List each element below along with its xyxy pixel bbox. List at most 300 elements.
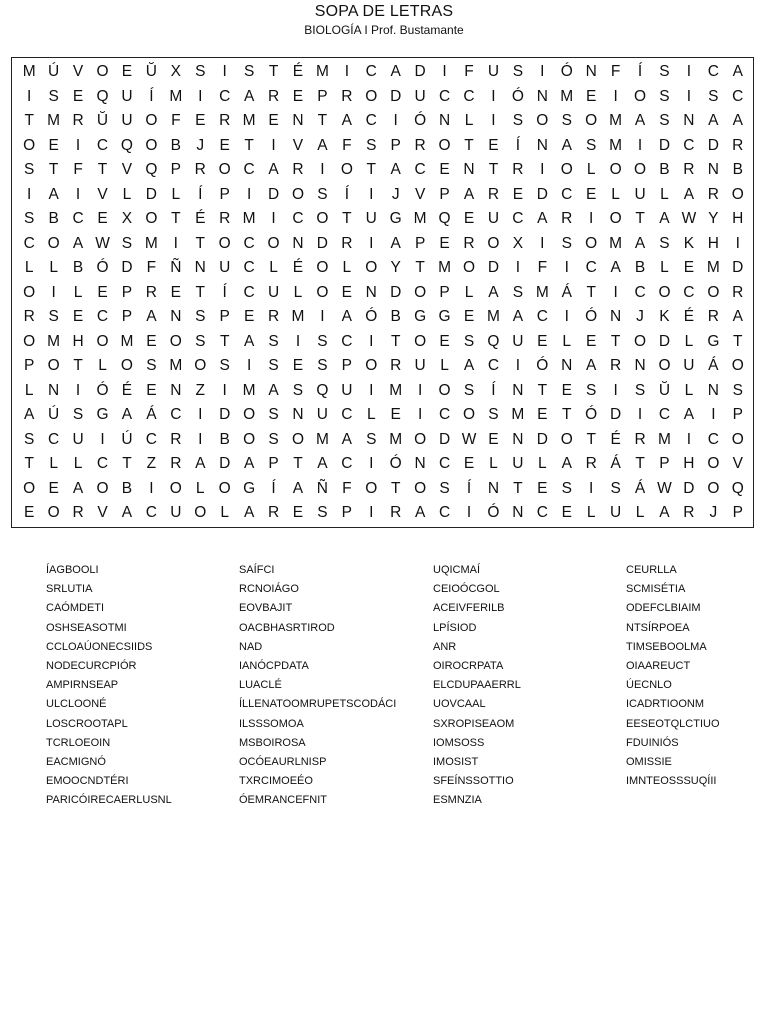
grid-letter[interactable]: E <box>243 308 255 326</box>
grid-letter[interactable]: A <box>610 259 621 277</box>
grid-letter[interactable]: S <box>463 332 475 350</box>
grid-letter[interactable]: R <box>219 210 231 228</box>
grid-letter[interactable]: É <box>121 381 133 399</box>
grid-letter[interactable]: I <box>344 63 349 81</box>
grid-letter[interactable]: B <box>72 259 84 277</box>
grid-letter[interactable]: A <box>24 406 35 424</box>
grid-letter[interactable]: S <box>219 357 230 375</box>
grid-letter[interactable]: M <box>560 87 574 105</box>
grid-letter[interactable]: S <box>586 381 597 399</box>
grid-letter[interactable]: S <box>195 308 206 326</box>
grid-letter[interactable]: L <box>49 455 58 473</box>
grid-letter[interactable]: T <box>195 283 205 301</box>
grid-letter[interactable]: K <box>659 308 670 326</box>
grid-letter[interactable]: F <box>171 112 181 130</box>
grid-letter[interactable]: L <box>586 504 596 521</box>
grid-letter[interactable]: U <box>316 406 328 424</box>
grid-letter[interactable]: G <box>389 210 402 228</box>
grid-letter[interactable]: L <box>122 185 132 203</box>
grid-letter[interactable]: F <box>464 63 474 81</box>
grid-letter[interactable]: T <box>562 406 572 424</box>
grid-letter[interactable]: E <box>561 381 572 399</box>
grid-letter[interactable]: A <box>732 63 743 81</box>
grid-letter[interactable]: N <box>536 136 548 154</box>
grid-letter[interactable]: B <box>390 308 401 326</box>
grid-letter[interactable]: A <box>243 87 255 105</box>
grid-letter[interactable]: N <box>683 112 695 130</box>
grid-letter[interactable]: I <box>466 504 472 521</box>
grid-letter[interactable]: A <box>390 161 401 179</box>
grid-letter[interactable]: R <box>610 357 622 375</box>
grid-letter[interactable]: C <box>341 332 353 350</box>
grid-letter[interactable]: O <box>23 479 36 497</box>
grid-letter[interactable]: T <box>635 210 645 228</box>
grid-letter[interactable]: P <box>317 87 328 105</box>
grid-letter[interactable]: N <box>536 87 548 105</box>
grid-letter[interactable]: S <box>268 406 279 424</box>
grid-letter[interactable]: Ó <box>96 381 109 399</box>
grid-letter[interactable]: T <box>488 161 499 179</box>
grid-letter[interactable]: L <box>293 283 303 301</box>
grid-letter[interactable]: A <box>72 479 84 497</box>
grid-letter[interactable]: W <box>95 234 110 252</box>
grid-letter[interactable]: R <box>341 87 353 105</box>
grid-letter[interactable]: E <box>561 504 572 521</box>
grid-letter[interactable]: Á <box>146 406 157 424</box>
grid-letter[interactable]: Ŭ <box>658 381 671 399</box>
grid-letter[interactable]: F <box>610 63 621 81</box>
grid-letter[interactable]: I <box>540 63 545 81</box>
grid-letter[interactable]: U <box>170 504 182 521</box>
grid-letter[interactable]: O <box>291 430 304 448</box>
grid-letter[interactable]: W <box>461 430 477 448</box>
grid-letter[interactable]: O <box>120 357 133 375</box>
grid-letter[interactable]: V <box>414 185 426 203</box>
grid-letter[interactable]: R <box>585 455 597 473</box>
grid-letter[interactable]: U <box>341 381 353 399</box>
grid-letter[interactable]: H <box>72 332 84 350</box>
grid-letter[interactable]: R <box>267 308 280 326</box>
grid-letter[interactable]: B <box>121 479 133 497</box>
grid-letter[interactable]: Á <box>561 283 572 301</box>
grid-letter[interactable]: C <box>243 234 255 252</box>
grid-letter[interactable]: C <box>365 63 377 81</box>
grid-letter[interactable]: É <box>610 430 621 448</box>
grid-letter[interactable]: O <box>634 87 647 105</box>
grid-letter[interactable]: Ó <box>585 308 598 326</box>
grid-letter[interactable]: A <box>195 455 206 473</box>
grid-letter[interactable]: P <box>439 283 450 301</box>
grid-letter[interactable]: A <box>268 161 279 179</box>
grid-letter[interactable]: R <box>170 430 182 448</box>
grid-letter[interactable]: N <box>512 381 524 399</box>
grid-letter[interactable]: L <box>464 112 474 130</box>
grid-letter[interactable]: S <box>292 381 304 399</box>
grid-letter[interactable]: D <box>145 185 157 203</box>
grid-letter[interactable]: M <box>706 259 720 277</box>
grid-letter[interactable]: Z <box>146 455 157 473</box>
grid-letter[interactable]: L <box>586 161 596 179</box>
grid-letter[interactable]: U <box>365 210 377 228</box>
grid-letter[interactable]: A <box>341 308 353 326</box>
grid-letter[interactable]: N <box>365 283 377 301</box>
grid-letter[interactable]: Q <box>96 87 109 105</box>
grid-letter[interactable]: P <box>219 185 230 203</box>
grid-letter[interactable]: E <box>537 479 548 497</box>
grid-letter[interactable]: S <box>24 210 35 228</box>
grid-letter[interactable]: N <box>48 381 60 399</box>
grid-letter[interactable]: C <box>536 308 548 326</box>
grid-letter[interactable]: E <box>48 136 59 154</box>
grid-letter[interactable]: T <box>122 455 132 473</box>
grid-letter[interactable]: O <box>365 87 378 105</box>
grid-letter[interactable]: O <box>536 112 549 130</box>
grid-letter[interactable]: R <box>512 161 524 179</box>
grid-letter[interactable]: I <box>271 136 276 154</box>
grid-letter[interactable]: S <box>48 308 59 326</box>
grid-letter[interactable]: I <box>149 479 154 497</box>
grid-letter[interactable]: J <box>391 185 400 203</box>
grid-letter[interactable]: E <box>439 332 450 350</box>
grid-letter[interactable]: O <box>438 136 451 154</box>
grid-letter[interactable]: E <box>219 136 230 154</box>
grid-letter[interactable]: N <box>292 406 304 424</box>
grid-letter[interactable]: P <box>732 504 743 521</box>
grid-letter[interactable]: Q <box>145 161 158 179</box>
grid-letter[interactable]: S <box>708 87 719 105</box>
grid-letter[interactable]: I <box>613 381 618 399</box>
grid-letter[interactable]: D <box>487 259 500 277</box>
grid-letter[interactable]: E <box>586 87 597 105</box>
grid-letter[interactable]: O <box>340 161 353 179</box>
grid-letter[interactable]: O <box>634 161 647 179</box>
grid-letter[interactable]: M <box>535 283 549 301</box>
grid-letter[interactable]: Ó <box>365 308 378 326</box>
grid-letter[interactable]: U <box>121 112 133 130</box>
grid-letter[interactable]: R <box>292 161 304 179</box>
grid-letter[interactable]: S <box>268 332 279 350</box>
grid-letter[interactable]: U <box>219 259 231 277</box>
grid-letter[interactable]: A <box>292 479 304 497</box>
grid-letter[interactable]: A <box>243 332 255 350</box>
grid-letter[interactable]: M <box>144 234 158 252</box>
grid-letter[interactable]: I <box>589 479 594 497</box>
grid-letter[interactable]: Ó <box>511 87 524 105</box>
grid-letter[interactable]: Ó <box>585 406 598 424</box>
grid-letter[interactable]: C <box>732 87 744 105</box>
grid-letter[interactable]: X <box>121 210 133 228</box>
grid-letter[interactable]: I <box>222 63 227 81</box>
grid-letter[interactable]: S <box>24 161 35 179</box>
grid-letter[interactable]: I <box>491 87 496 105</box>
grid-letter[interactable]: T <box>219 332 230 350</box>
grid-letter[interactable]: O <box>169 332 182 350</box>
grid-letter[interactable]: B <box>170 136 181 154</box>
grid-letter[interactable]: I <box>75 381 81 399</box>
grid-letter[interactable]: D <box>121 259 133 277</box>
grid-letter[interactable]: E <box>390 406 401 424</box>
grid-letter[interactable]: O <box>218 234 231 252</box>
grid-letter[interactable]: H <box>732 210 744 228</box>
grid-letter[interactable]: N <box>194 259 206 277</box>
grid-letter[interactable]: R <box>341 234 353 252</box>
grid-letter[interactable]: S <box>561 234 572 252</box>
grid-letter[interactable]: C <box>96 455 109 473</box>
grid-letter[interactable]: A <box>390 63 401 81</box>
grid-letter[interactable]: O <box>316 283 329 301</box>
grid-letter[interactable]: R <box>732 283 744 301</box>
grid-letter[interactable]: O <box>96 63 109 81</box>
grid-letter[interactable]: S <box>268 357 279 375</box>
grid-letter[interactable]: R <box>194 161 206 179</box>
grid-letter[interactable]: C <box>341 406 353 424</box>
grid-letter[interactable]: O <box>658 357 671 375</box>
grid-letter[interactable]: N <box>512 504 524 521</box>
grid-letter[interactable]: Q <box>487 332 500 350</box>
grid-letter[interactable]: D <box>414 63 426 81</box>
grid-letter[interactable]: M <box>389 430 403 448</box>
grid-letter[interactable]: C <box>487 357 500 375</box>
grid-letter[interactable]: I <box>222 381 227 399</box>
grid-letter[interactable]: O <box>218 479 231 497</box>
grid-letter[interactable]: I <box>417 381 423 399</box>
grid-letter[interactable]: O <box>96 332 109 350</box>
grid-letter[interactable]: F <box>73 161 83 179</box>
grid-letter[interactable]: A <box>72 234 84 252</box>
grid-letter[interactable]: C <box>512 210 524 228</box>
grid-letter[interactable]: I <box>198 87 203 105</box>
grid-letter[interactable]: R <box>414 136 426 154</box>
grid-letter[interactable]: J <box>709 504 718 521</box>
grid-letter[interactable]: Ú <box>48 63 60 81</box>
grid-letter[interactable]: G <box>414 308 427 326</box>
grid-letter[interactable]: C <box>463 87 475 105</box>
grid-letter[interactable]: P <box>219 308 230 326</box>
grid-letter[interactable]: L <box>269 259 278 277</box>
grid-letter[interactable]: O <box>731 185 744 203</box>
grid-letter[interactable]: T <box>24 112 34 130</box>
grid-letter[interactable]: S <box>366 430 377 448</box>
grid-letter[interactable]: P <box>170 161 181 179</box>
grid-letter[interactable]: Ú <box>121 430 133 448</box>
grid-letter[interactable]: C <box>585 259 597 277</box>
grid-letter[interactable]: C <box>658 406 671 424</box>
grid-letter[interactable]: U <box>610 504 622 521</box>
grid-letter[interactable]: O <box>243 430 256 448</box>
grid-letter[interactable]: S <box>659 63 670 81</box>
grid-letter[interactable]: F <box>146 259 157 277</box>
grid-letter[interactable]: Á <box>610 455 621 473</box>
grid-letter[interactable]: L <box>464 283 474 301</box>
grid-letter[interactable]: S <box>732 381 743 399</box>
grid-letter[interactable]: M <box>486 308 500 326</box>
grid-letter[interactable]: S <box>24 430 35 448</box>
grid-letter[interactable]: L <box>49 259 58 277</box>
grid-letter[interactable]: M <box>291 308 305 326</box>
grid-letter[interactable]: I <box>442 63 447 81</box>
grid-letter[interactable]: R <box>732 136 744 154</box>
grid-letter[interactable]: I <box>369 185 374 203</box>
grid-letter[interactable]: R <box>219 112 231 130</box>
grid-letter[interactable]: S <box>195 332 206 350</box>
grid-letter[interactable]: Í <box>222 283 227 301</box>
grid-letter[interactable]: D <box>707 136 719 154</box>
grid-letter[interactable]: L <box>538 455 547 473</box>
grid-letter[interactable]: I <box>515 357 521 375</box>
grid-letter[interactable]: I <box>271 210 276 228</box>
grid-letter[interactable]: E <box>586 332 597 350</box>
grid-letter[interactable]: I <box>246 357 252 375</box>
grid-letter[interactable]: O <box>609 210 622 228</box>
grid-letter[interactable]: A <box>414 504 426 521</box>
grid-letter[interactable]: I <box>564 259 569 277</box>
grid-letter[interactable]: L <box>24 381 34 399</box>
grid-letter[interactable]: Ú <box>48 406 60 424</box>
grid-letter[interactable]: Í <box>344 185 349 203</box>
grid-letter[interactable]: Ŭ <box>96 112 109 130</box>
grid-letter[interactable]: O <box>47 234 60 252</box>
grid-letter[interactable]: A <box>48 185 59 203</box>
grid-letter[interactable]: E <box>439 234 450 252</box>
grid-letter[interactable]: C <box>243 259 255 277</box>
grid-letter[interactable]: U <box>267 283 280 301</box>
grid-letter[interactable]: U <box>414 357 426 375</box>
grid-letter[interactable]: L <box>440 357 449 375</box>
grid-letter[interactable]: I <box>295 332 301 350</box>
grid-letter[interactable]: O <box>243 406 256 424</box>
grid-letter[interactable]: I <box>198 430 203 448</box>
grid-letter[interactable]: M <box>438 259 452 277</box>
grid-letter[interactable]: O <box>316 259 329 277</box>
grid-letter[interactable]: M <box>609 136 623 154</box>
grid-letter[interactable]: P <box>414 234 426 252</box>
grid-letter[interactable]: O <box>145 210 158 228</box>
grid-letter[interactable]: O <box>96 479 109 497</box>
grid-letter[interactable]: O <box>365 357 378 375</box>
grid-letter[interactable]: T <box>268 63 279 81</box>
grid-letter[interactable]: O <box>414 479 427 497</box>
grid-letter[interactable]: R <box>145 283 157 301</box>
grid-letter[interactable]: O <box>609 161 622 179</box>
grid-letter[interactable]: R <box>683 504 695 521</box>
grid-letter[interactable]: U <box>683 357 695 375</box>
grid-letter[interactable]: C <box>219 87 231 105</box>
grid-letter[interactable]: I <box>320 308 325 326</box>
grid-letter[interactable]: H <box>707 234 719 252</box>
grid-letter[interactable]: A <box>317 455 328 473</box>
grid-letter[interactable]: S <box>561 479 572 497</box>
grid-letter[interactable]: S <box>121 234 133 252</box>
grid-letter[interactable]: D <box>267 185 280 203</box>
grid-letter[interactable]: L <box>562 332 572 350</box>
grid-letter[interactable]: T <box>635 455 645 473</box>
grid-letter[interactable]: T <box>171 210 181 228</box>
grid-letter[interactable]: E <box>586 185 597 203</box>
grid-letter[interactable]: A <box>146 308 157 326</box>
grid-letter[interactable]: C <box>145 504 157 521</box>
grid-letter[interactable]: Á <box>634 479 646 497</box>
grid-letter[interactable]: G <box>707 332 720 350</box>
grid-letter[interactable]: T <box>733 332 743 350</box>
grid-letter[interactable]: M <box>169 357 183 375</box>
grid-letter[interactable]: S <box>488 406 499 424</box>
grid-letter[interactable]: K <box>683 234 695 252</box>
grid-letter[interactable]: T <box>366 161 376 179</box>
grid-letter[interactable]: I <box>491 112 496 130</box>
grid-letter[interactable]: F <box>342 479 352 497</box>
grid-letter[interactable]: N <box>634 357 646 375</box>
grid-letter[interactable]: X <box>170 63 181 81</box>
grid-letter[interactable]: T <box>390 479 401 497</box>
grid-letter[interactable]: B <box>634 259 646 277</box>
grid-letter[interactable]: I <box>540 234 545 252</box>
grid-letter[interactable]: Q <box>438 210 451 228</box>
grid-letter[interactable]: N <box>170 381 182 399</box>
grid-letter[interactable]: C <box>438 87 451 105</box>
grid-letter[interactable]: A <box>683 406 695 424</box>
grid-letter[interactable]: C <box>634 283 646 301</box>
grid-letter[interactable]: F <box>342 136 352 154</box>
grid-letter[interactable]: O <box>414 332 427 350</box>
grid-letter[interactable]: S <box>243 63 255 81</box>
grid-letter[interactable]: C <box>23 234 35 252</box>
grid-letter[interactable]: V <box>97 504 108 521</box>
grid-letter[interactable]: C <box>170 406 182 424</box>
grid-letter[interactable]: E <box>146 332 157 350</box>
grid-letter[interactable]: D <box>683 479 695 497</box>
grid-letter[interactable]: W <box>657 479 672 497</box>
grid-letter[interactable]: Í <box>149 87 154 105</box>
grid-letter[interactable]: A <box>659 504 670 521</box>
grid-letter[interactable]: U <box>634 185 646 203</box>
grid-letter[interactable]: I <box>637 406 643 424</box>
grid-letter[interactable]: Í <box>637 63 643 81</box>
grid-letter[interactable]: G <box>96 406 109 424</box>
grid-letter[interactable]: O <box>585 112 598 130</box>
grid-letter[interactable]: S <box>366 136 377 154</box>
grid-letter[interactable]: Ó <box>414 112 427 130</box>
grid-letter[interactable]: Ñ <box>316 479 328 497</box>
grid-letter[interactable]: O <box>291 185 304 203</box>
grid-letter[interactable]: L <box>635 504 645 521</box>
grid-letter[interactable]: S <box>317 332 328 350</box>
grid-letter[interactable]: N <box>585 63 597 81</box>
grid-letter[interactable]: O <box>23 283 36 301</box>
grid-letter[interactable]: O <box>585 234 598 252</box>
grid-letter[interactable]: É <box>292 63 304 81</box>
grid-letter[interactable]: D <box>219 406 231 424</box>
grid-letter[interactable]: L <box>195 479 205 497</box>
grid-letter[interactable]: O <box>23 332 36 350</box>
grid-letter[interactable]: I <box>417 406 423 424</box>
grid-letter[interactable]: U <box>414 87 426 105</box>
grid-letter[interactable]: Ó <box>96 259 109 277</box>
grid-letter[interactable]: R <box>23 308 35 326</box>
grid-letter[interactable]: O <box>462 406 476 424</box>
grid-letter[interactable]: F <box>537 259 548 277</box>
grid-letter[interactable]: Í <box>271 479 276 497</box>
grid-letter[interactable]: A <box>659 210 670 228</box>
grid-letter[interactable]: C <box>683 283 695 301</box>
grid-letter[interactable]: T <box>293 455 303 473</box>
grid-letter[interactable]: T <box>48 161 59 179</box>
grid-letter[interactable]: N <box>610 308 622 326</box>
grid-letter[interactable]: O <box>731 430 744 448</box>
grid-letter[interactable]: D <box>610 406 622 424</box>
grid-letter[interactable]: N <box>512 430 524 448</box>
grid-letter[interactable]: S <box>659 234 670 252</box>
grid-letter[interactable]: S <box>512 112 524 130</box>
